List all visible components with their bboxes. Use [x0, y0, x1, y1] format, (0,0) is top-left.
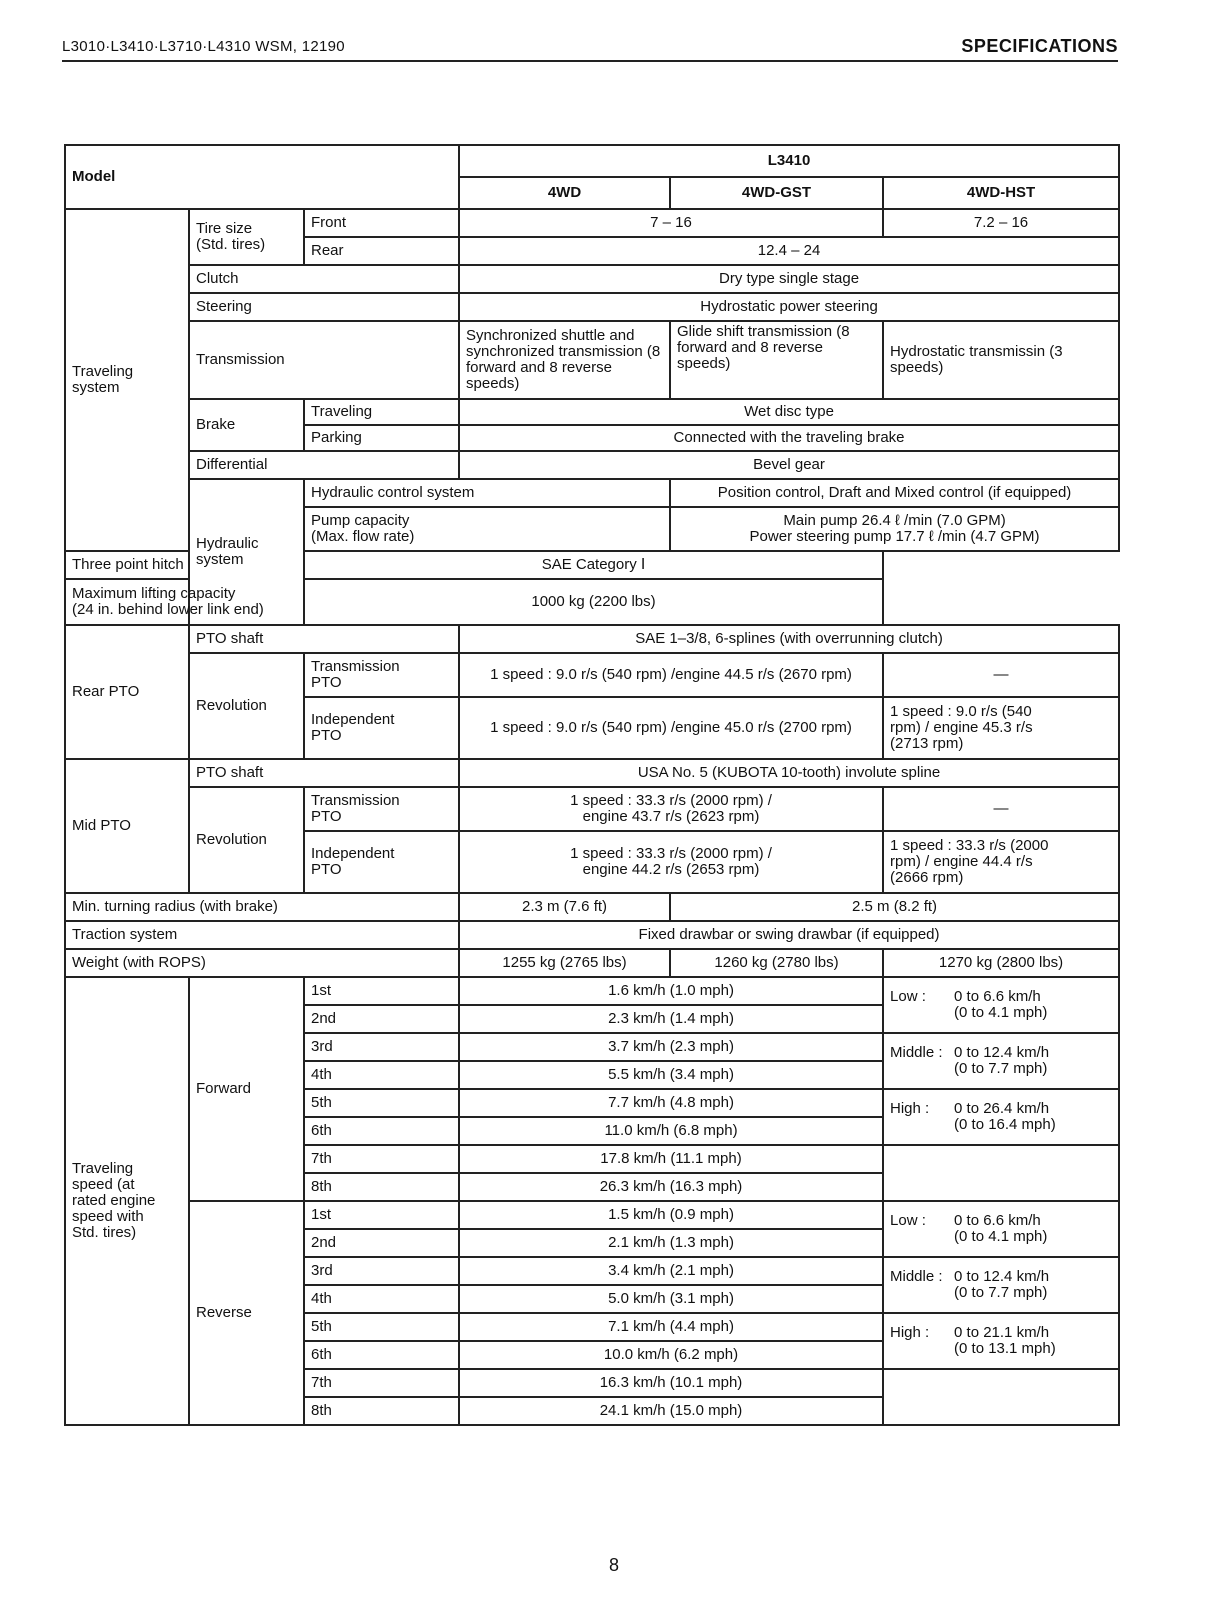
reverse-speed-value: 2.1 km/h (1.3 mph) [459, 1229, 883, 1257]
rear-pto-transmission-hst-value: — [883, 653, 1119, 697]
pump-capacity-value: Main pump 26.4 ℓ /min (7.0 GPM) Power steering pump 17.7 ℓ /min (4.7 GPM) [670, 507, 1119, 551]
mid-pto-independent-label: Independent PTO [304, 831, 459, 893]
pump-capacity-label: Pump capacity (Max. flow rate) [304, 507, 670, 551]
reverse-gear-label: 1st [304, 1201, 459, 1229]
mid-pto-shaft-label: PTO shaft [189, 759, 459, 787]
forward-speed-value: 3.7 km/h (2.3 mph) [459, 1033, 883, 1061]
brake-traveling-value: Wet disc type [459, 399, 1119, 425]
forward-gear-label: 5th [304, 1089, 459, 1117]
turning-radius-4wd-value: 2.3 m (7.6 ft) [459, 893, 670, 921]
specifications-table [64, 144, 1120, 1426]
reverse-speed-value: 1.5 km/h (0.9 mph) [459, 1201, 883, 1229]
reverse-hst-range [883, 1257, 1119, 1313]
weight-label: Weight (with ROPS) [65, 949, 459, 977]
lifting-capacity-value: 1000 kg (2200 lbs) [304, 579, 883, 625]
header-rule [62, 60, 1118, 62]
traveling-system-label: Traveling system [65, 209, 189, 551]
forward-hst-range [883, 1033, 1119, 1089]
forward-gear-label: 4th [304, 1061, 459, 1089]
forward-gear-label: 8th [304, 1173, 459, 1201]
reverse-label: Reverse [189, 1201, 304, 1425]
hst-range-label: High : [890, 1324, 930, 1341]
forward-gear-label: 7th [304, 1145, 459, 1173]
hst-range-value: 0 to 6.6 km/h (0 to 4.1 mph) [954, 1212, 1048, 1245]
rear-tire-value: 12.4 – 24 [459, 237, 1119, 265]
weight-hst-value: 1270 kg (2800 lbs) [883, 949, 1119, 977]
mid-pto-transmission-hst-value: — [883, 787, 1119, 831]
transmission-gst-value: Glide shift transmission (8 forward and 8 reverse speeds) [670, 321, 883, 399]
reverse-speed-value: 3.4 km/h (2.1 mph) [459, 1257, 883, 1285]
reverse-gear-label: 8th [304, 1397, 459, 1425]
rear-pto-independent-value: 1 speed : 9.0 r/s (540 rpm) /engine 45.0 r/s (2700 rpm) [459, 697, 883, 759]
three-point-hitch-value: SAE Category Ⅰ [304, 551, 883, 579]
hst-range-label: Low : [890, 1212, 926, 1229]
reverse-gear-label: 6th [304, 1341, 459, 1369]
rear-pto-revolution-label: Revolution [189, 653, 304, 759]
forward-speed-value: 1.6 km/h (1.0 mph) [459, 977, 883, 1005]
steering-value: Hydrostatic power steering [459, 293, 1119, 321]
model-name: L3410 [459, 145, 1119, 177]
hst-range-value: 0 to 12.4 km/h (0 to 7.7 mph) [954, 1268, 1050, 1301]
rear-pto-label: Rear PTO [65, 625, 189, 759]
mid-pto-transmission-label: Transmission PTO [304, 787, 459, 831]
traveling-speed-label: Traveling speed (at rated engine speed with Std. tires) [65, 977, 189, 1425]
weight-4wd-value: 1255 kg (2765 lbs) [459, 949, 670, 977]
hst-range-value: 0 to 6.6 km/h (0 to 4.1 mph) [954, 988, 1048, 1021]
forward-speed-value: 17.8 km/h (11.1 mph) [459, 1145, 883, 1173]
mid-pto-transmission-value: 1 speed : 33.3 r/s (2000 rpm) / engine 43.7 r/s (2623 rpm) [459, 787, 883, 831]
hydraulic-control-value: Position control, Draft and Mixed control (if equipped) [670, 479, 1119, 507]
mid-pto-independent-value: 1 speed : 33.3 r/s (2000 rpm) / engine 44.2 r/s (2653 rpm) [459, 831, 883, 893]
header-section-title: SPECIFICATIONS [961, 36, 1118, 56]
variant-4wd: 4WD [459, 177, 670, 209]
brake-traveling-label: Traveling [304, 399, 459, 425]
rear-pto-shaft-label: PTO shaft [189, 625, 459, 653]
turning-radius-label: Min. turning radius (with brake) [65, 893, 459, 921]
rear-pto-transmission-label: Transmission PTO [304, 653, 459, 697]
brake-parking-value: Connected with the traveling brake [459, 425, 1119, 451]
forward-hst-range [883, 1089, 1119, 1145]
forward-gear-label: 6th [304, 1117, 459, 1145]
transmission-label: Transmission [189, 321, 459, 399]
clutch-value: Dry type single stage [459, 265, 1119, 293]
turning-radius-other-value: 2.5 m (8.2 ft) [670, 893, 1119, 921]
forward-speed-value: 7.7 km/h (4.8 mph) [459, 1089, 883, 1117]
rear-pto-independent-hst-value: 1 speed : 9.0 r/s (540 rpm) / engine 45.3 r/s (2713 rpm) [883, 697, 1119, 759]
front-tire-value: 7 – 16 [459, 209, 883, 237]
reverse-hst-range [883, 1313, 1119, 1369]
hst-range-label: Middle : [890, 1044, 943, 1061]
three-point-hitch-label: Three point hitch [65, 551, 304, 579]
reverse-speed-value: 24.1 km/h (15.0 mph) [459, 1397, 883, 1425]
forward-hst-range [883, 977, 1119, 1033]
forward-gear-label: 1st [304, 977, 459, 1005]
variant-4wd-gst: 4WD-GST [670, 177, 883, 209]
forward-speed-value: 26.3 km/h (16.3 mph) [459, 1173, 883, 1201]
reverse-gear-label: 2nd [304, 1229, 459, 1257]
model-label: Model [65, 145, 459, 209]
hst-range-label: Middle : [890, 1268, 943, 1285]
reverse-speed-value: 16.3 km/h (10.1 mph) [459, 1369, 883, 1397]
forward-gear-label: 3rd [304, 1033, 459, 1061]
transmission-4wd-value: Synchronized shuttle and synchronized transmission (8 forward and 8 reverse speeds) [459, 321, 670, 399]
forward-speed-value: 2.3 km/h (1.4 mph) [459, 1005, 883, 1033]
hydraulic-system-label: Hydraulic system [189, 479, 304, 625]
rear-pto-independent-label: Independent PTO [304, 697, 459, 759]
hst-range-label: Low : [890, 988, 926, 1005]
hst-range-value: 0 to 12.4 km/h (0 to 7.7 mph) [954, 1044, 1050, 1077]
mid-pto-shaft-value: USA No. 5 (KUBOTA 10-tooth) involute spline [459, 759, 1119, 787]
forward-gear-label: 2nd [304, 1005, 459, 1033]
reverse-hst-range [883, 1201, 1119, 1257]
reverse-hst-empty [883, 1369, 1119, 1425]
reverse-speed-value: 7.1 km/h (4.4 mph) [459, 1313, 883, 1341]
forward-speed-value: 5.5 km/h (3.4 mph) [459, 1061, 883, 1089]
clutch-label: Clutch [189, 265, 459, 293]
mid-pto-label: Mid PTO [65, 759, 189, 893]
weight-gst-value: 1260 kg (2780 lbs) [670, 949, 883, 977]
reverse-speed-value: 10.0 km/h (6.2 mph) [459, 1341, 883, 1369]
reverse-gear-label: 3rd [304, 1257, 459, 1285]
lifting-capacity-label: Maximum lifting capacity (24 in. behind lower link end) [65, 579, 304, 625]
variant-4wd-hst: 4WD-HST [883, 177, 1119, 209]
tire-size-label: Tire size (Std. tires) [189, 209, 304, 265]
forward-speed-value: 11.0 km/h (6.8 mph) [459, 1117, 883, 1145]
brake-parking-label: Parking [304, 425, 459, 451]
forward-label: Forward [189, 977, 304, 1201]
traction-system-value: Fixed drawbar or swing drawbar (if equipped) [459, 921, 1119, 949]
mid-pto-revolution-label: Revolution [189, 787, 304, 893]
rear-tire-label: Rear [304, 237, 459, 265]
hydraulic-control-label: Hydraulic control system [304, 479, 670, 507]
hst-range-value: 0 to 26.4 km/h (0 to 16.4 mph) [954, 1100, 1056, 1133]
hst-range-label: High : [890, 1100, 930, 1117]
reverse-speed-value: 5.0 km/h (3.1 mph) [459, 1285, 883, 1313]
transmission-hst-value: Hydrostatic transmissin (3 speeds) [883, 321, 1119, 399]
rear-pto-transmission-value: 1 speed : 9.0 r/s (540 rpm) /engine 44.5 r/s (2670 rpm) [459, 653, 883, 697]
page-number: 8 [608, 1555, 619, 1575]
forward-hst-empty [883, 1145, 1119, 1201]
differential-label: Differential [189, 451, 459, 479]
header-model-list: L3010·L3410·L3710·L4310 WSM, 12190 [62, 38, 345, 55]
reverse-gear-label: 5th [304, 1313, 459, 1341]
reverse-gear-label: 4th [304, 1285, 459, 1313]
steering-label: Steering [189, 293, 459, 321]
rear-pto-shaft-value: SAE 1–3/8, 6-splines (with overrunning clutch) [459, 625, 1119, 653]
traction-system-label: Traction system [65, 921, 459, 949]
differential-value: Bevel gear [459, 451, 1119, 479]
reverse-gear-label: 7th [304, 1369, 459, 1397]
front-tire-hst-value: 7.2 – 16 [883, 209, 1119, 237]
hst-range-value: 0 to 21.1 km/h (0 to 13.1 mph) [954, 1324, 1056, 1357]
mid-pto-independent-hst-value: 1 speed : 33.3 r/s (2000 rpm) / engine 44.4 r/s (2666 rpm) [883, 831, 1119, 893]
front-tire-label: Front [304, 209, 459, 237]
brake-label: Brake [189, 399, 304, 451]
